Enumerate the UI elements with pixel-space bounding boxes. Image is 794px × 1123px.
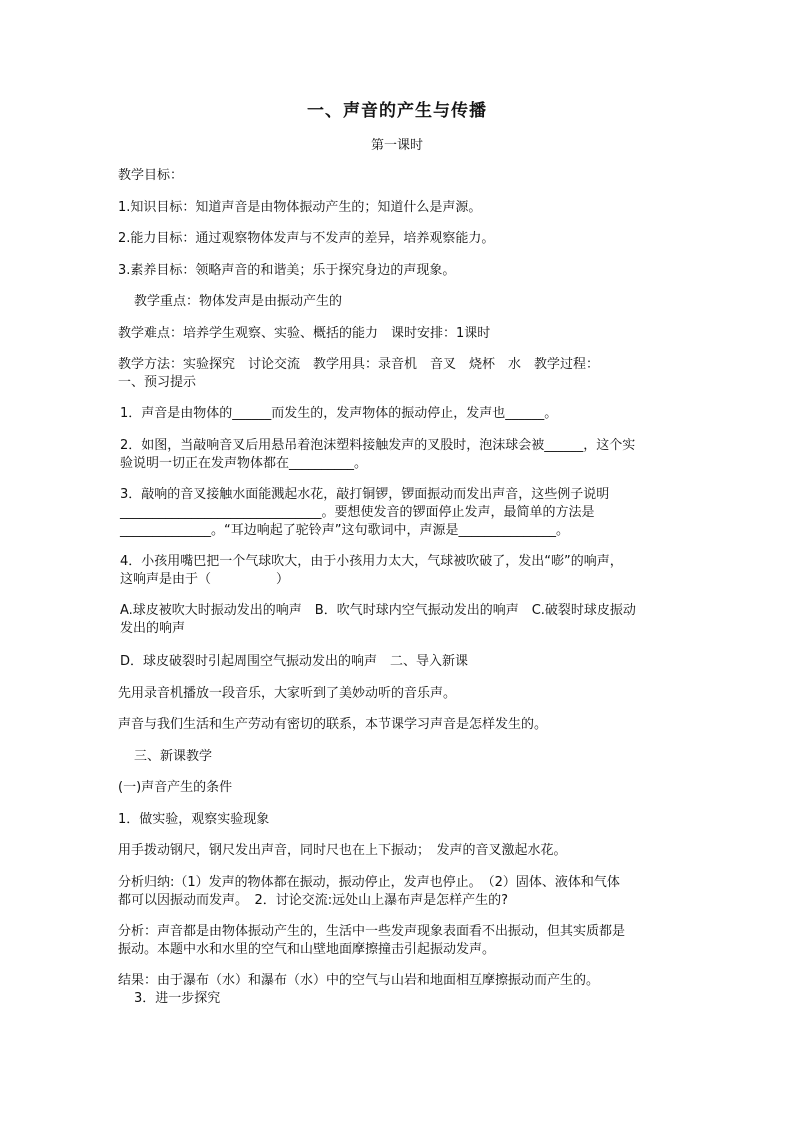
text-line: D．球皮破裂时引起周围空气振动发出的响声 二、导入新课 (120, 654, 469, 669)
text-line: 用手拨动钢尺，钢尺发出声音，同时尺也在上下振动； 发声的音叉激起水花。 (118, 843, 567, 858)
text-line: 都可以因振动而发声。 2．讨论交流:远处山上瀑布声是怎样产生的? (118, 893, 509, 908)
section-heading: 三、新课教学 (134, 749, 213, 764)
text-line: 3．敲响的音叉接触水面能溅起水花，敲打铜锣，锣面振动而发出声音，这些例子说明 (120, 487, 610, 502)
text-line: 声音与我们生活和生产劳动有密切的联系，本节课学习声音是怎样发生的。 (118, 717, 548, 732)
text-line: 1．做实验，观察实验现象 (118, 812, 270, 827)
text-line: ______________。“耳边响起了驼铃声”这句歌词中，声源是_______________。 (120, 523, 569, 538)
text-line: 发出的响声 (120, 621, 186, 636)
text-line: 2．如图，当敲响音叉后用悬吊着泡沫塑料接触发声的叉股时，泡沫球会被______，这个实 (120, 438, 636, 453)
subsection-heading: (一)声音产生的条件 (118, 780, 233, 795)
text-line: 结果：由于瀑布（水）和瀑布（水）中的空气与山岩和地面相互摩擦振动而产生的。 (118, 973, 600, 988)
text-line: 教学难点：培养学生观察、实验、概括的能力 课时安排：1课时 (118, 326, 491, 341)
text-line: 这响声是由于（ ） (120, 572, 290, 587)
text-line: 一、预习提示 (118, 375, 197, 390)
text-line: 2.能力目标：通过观察物体发声与不发声的差异，培养观察能力。 (118, 231, 495, 246)
text-line: 1．声音是由物体的______而发生的，发声物体的振动停止，发声也______。 (120, 406, 558, 421)
text-line: 3．进一步探究 (134, 991, 221, 1006)
text-line: 先用录音机播放一段音乐，大家听到了美妙动听的音乐声。 (118, 686, 457, 701)
text-line: _______________________________。要想使发音的锣面停止发声，最简单的方法是 (120, 505, 595, 520)
text-line: 分析：声音都是由物体振动产生的，生活中一些发声现象表面看不出振动，但其实质都是 (118, 924, 626, 939)
text-line: 3.素养目标：领略声音的和谐美；乐于探究身边的声现象。 (118, 263, 456, 278)
text-line: A.球皮被吹大时振动发出的响声 B．吹气时球内空气振动发出的响声 C.破裂时球皮振动 (120, 603, 636, 618)
document-title: 一、声音的产生与传播 (307, 101, 487, 121)
text-line: 分析归纳:（1）发声的物体都在振动，振动停止，发声也停止。 （2）固体、液体和气体 (118, 875, 620, 890)
text-line: 教学目标： (118, 168, 184, 183)
text-line: 教学重点：物体发声是由振动产生的 (134, 294, 343, 309)
text-line: 教学方法：实验探究 讨论交流 教学用具：录音机 音叉 烧杯 水 教学过程： (118, 357, 600, 372)
text-line: 1.知识目标：知道声音是由物体振动产生的；知道什么是声源。 (118, 200, 482, 215)
text-line: 4．小孩用嘴巴把一个气球吹大，由于小孩用力太大，气球被吹破了，发出“嘭”的响声， (120, 554, 623, 569)
text-line: 验说明一切正在发声物体都在__________。 (120, 456, 368, 471)
lesson-subtitle: 第一课时 (370, 138, 423, 153)
text-line: 振动。本题中水和水里的空气和山壁地面摩擦撞击引起振动发声。 (118, 942, 496, 957)
